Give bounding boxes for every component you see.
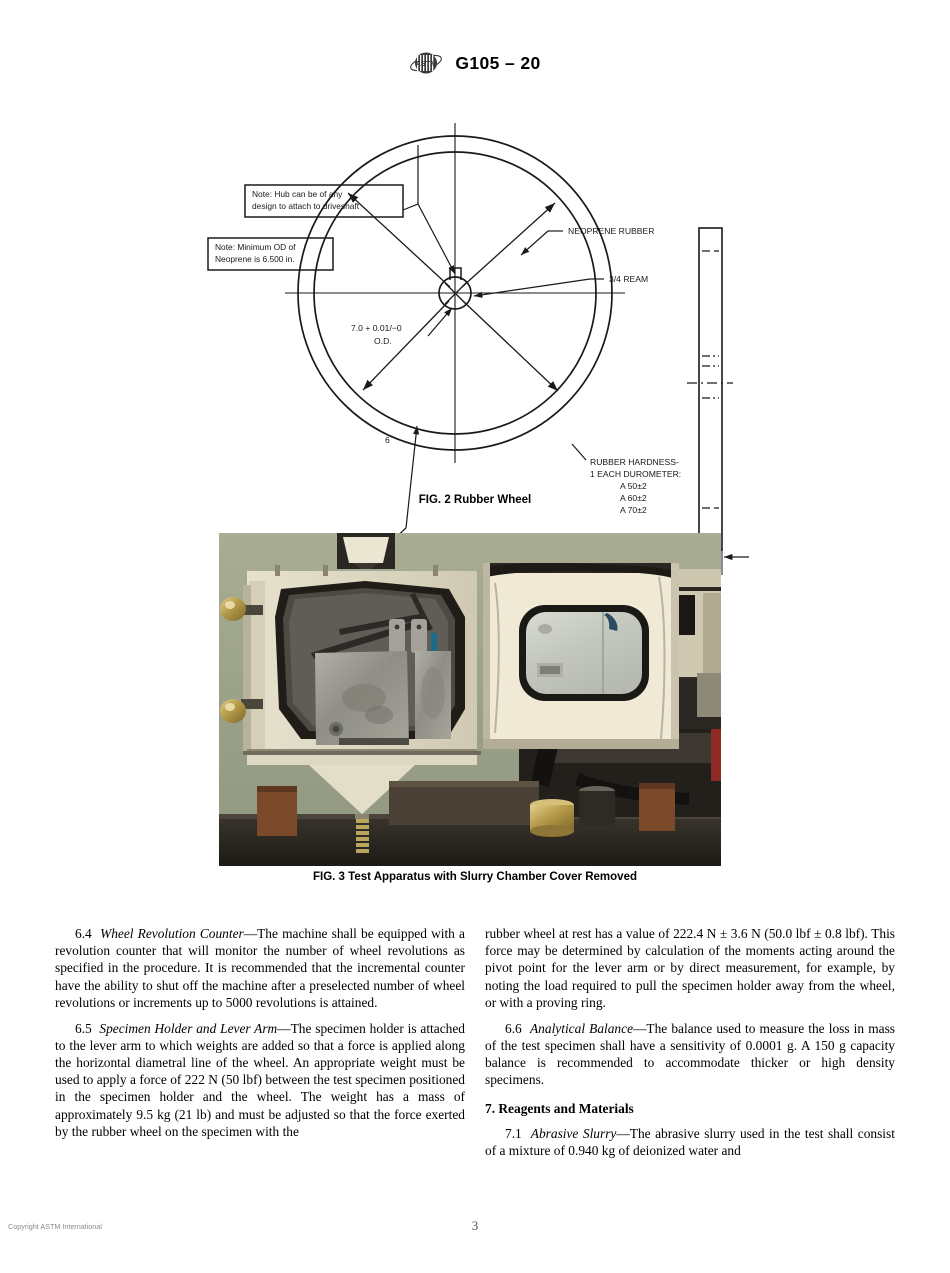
figure-2-rubber-wheel-diagram [0,88,950,513]
section-term-7-1: Abrasive Slurry [530,1125,617,1141]
label-hardness-a60: A 60±2 [620,493,647,503]
dash-6-5: — [277,1020,291,1036]
figure-3-caption: FIG. 3 Test Apparatus with Slurry Chamber Cover Removed [313,871,637,883]
figure2-note2-line2: Neoprene is 6.500 in. [215,254,295,264]
section-number-6-5: 6.5 [75,1020,92,1036]
figure2-note1-line1: Note: Hub can be of any [252,189,343,199]
label-od-line2: O.D. [374,336,392,346]
label-hardness-line1: RUBBER HARDNESS- [590,457,679,467]
label-od-line1: 7.0 + 0.01/−0 [351,323,402,333]
label-ream: 3/4 REAM [609,274,649,284]
paragraph-7-1 [485,1125,895,1159]
astm-logo-icon [409,48,443,78]
label-hardness-line2: 1 EACH DUROMETER: [590,469,682,479]
dash-7-1: — [616,1125,630,1141]
label-hardness-a50: A 50±2 [620,481,647,491]
section-number-7-1: 7.1 [505,1125,522,1141]
label-radius: 6 [385,435,390,445]
figure-3-photograph [219,533,721,866]
section-number-6-4: 6.4 [75,926,92,941]
section-term-6-6: Analytical Balance [530,1020,634,1036]
paragraph-6-6 [485,1020,895,1089]
figure-2-caption: FIG. 2 Rubber Wheel [418,494,532,506]
paragraph-6-5-continued [485,925,895,1011]
standard-designation: G105 – 20 [455,52,541,73]
dash-6-4: — [243,926,258,941]
svg-text:ASTM: ASTM [415,59,437,68]
right-column [485,925,895,1168]
paragraph-6-4 [55,925,465,1011]
section-term-6-5: Specimen Holder and Lever Arm [99,1020,278,1036]
dash-6-6: — [633,1020,647,1036]
paragraph-6-5 [55,1020,465,1141]
section-number-6-6: 6.6 [505,1020,522,1036]
label-hardness-a70: A 70±2 [620,505,647,515]
page-number: 3 [471,1218,479,1233]
copyright-notice: Copyright ASTM International [8,1222,102,1231]
section-text-6-4: The machine shall be equipped with a revolution counter that will monitor the number of wheel revolutions as specified in the procedure. It is recommended that the incremental counter have the ability to shut off the machine after a preselected number of wheel revolutions or increments up to 5000 revolutions is attained. [55,926,465,1010]
left-column [55,925,465,1149]
figure2-note2-line1: Note: Minimum OD of [215,242,296,252]
section-term-6-4: Wheel Revolution Counter [100,926,244,941]
section-text-7-1: The abrasive slurry used in the test shall consist of a mixture of 0.940 kg of deionized water and [485,1125,895,1158]
section-heading-7: 7. Reagents and Materials [485,1101,634,1117]
page-header [0,48,950,78]
section-text-6-5: The specimen holder is attached to the lever arm to which weights are added so that a force is applied along the horizontal diametral line of the wheel. An appropriate weight must be used to apply a force of 222 N (50 lbf) between the test specimen positioned in the specimen holder and the wheel. The weight has a mass of approximately 9.5 kg (21 lb) and must be adjusted so that the force exerted by the rubber wheel on the specimen with the [55,1020,465,1139]
label-neoprene-rubber: NEOPRENE RUBBER [568,226,655,236]
section-text-6-6: The balance used to measure the loss in mass of the test specimen shall have a sensitivity of 0.0001 g. A 150 g capacity balance is recommended to accommodate thicker or high density specimens. [485,1020,895,1088]
section-text-6-5-cont: rubber wheel at rest has a value of 222.4 N ± 3.6 N (50.0 lbf ± 0.8 lbf). This force may be determined by calculation of the moments acting around the pivot point for the lever arm or by direct measurement, for example, by noting the load required to pull the specimen holder away from the wheel, or with a proving ring. [485,926,895,1010]
figure2-note1-line2: design to attach to driveshaft [252,201,360,211]
